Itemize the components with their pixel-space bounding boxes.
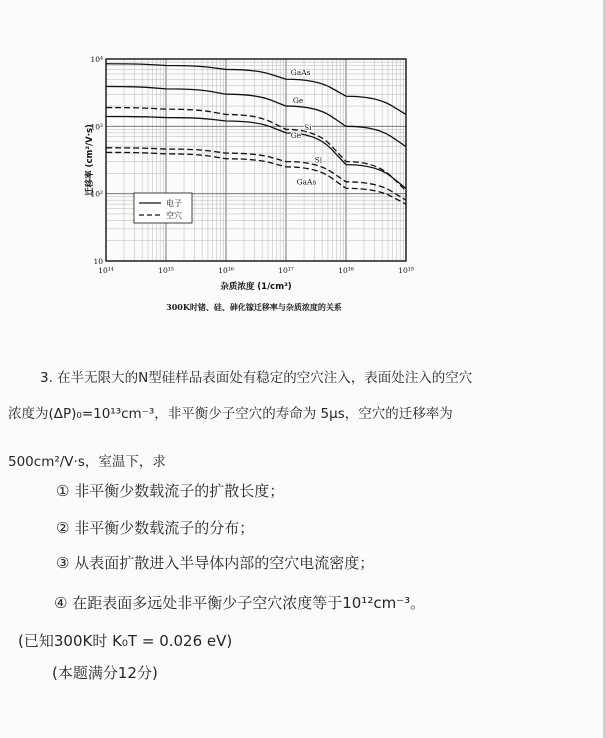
series-line-ge-hole: [106, 108, 406, 191]
y-tick-label: 10³: [90, 122, 103, 132]
plot-frame: [106, 59, 406, 261]
legend-label: 空穴: [166, 211, 182, 220]
given-note: (已知300K时 K₀T = 0.026 eV): [18, 632, 233, 650]
x-tick-label: 10¹⁹: [398, 266, 414, 275]
x-axis-label: 杂质浓度 (1/cm³): [220, 282, 292, 292]
y-axis-label: 迁移率 (cm²/V·s): [85, 124, 95, 196]
x-tick-label: 10¹⁷: [278, 266, 294, 275]
figure-caption: 300K时锗、硅、砷化镓迁移率与杂质浓度的关系: [166, 302, 342, 312]
mobility-chart: [84, 50, 424, 300]
legend-box: [134, 193, 192, 223]
problem-line-1: 3. 在半无限大的N型硅样品表面处有稳定的空穴注入，表面处注入的空穴: [40, 370, 473, 386]
legend-label: 电子: [166, 199, 182, 208]
gaas-hole-label: GaAs: [296, 177, 317, 187]
problem-item-4: ④ 在距表面多远处非平衡少子空穴浓度等于10¹²cm⁻³。: [54, 594, 426, 612]
series-line-gaas-electron: [106, 64, 406, 115]
score-note: (本题满分12分): [52, 664, 158, 682]
x-tick-label: 10¹⁵: [158, 266, 174, 275]
mobility-figure: [84, 50, 424, 320]
si-hole-label: Si: [314, 155, 323, 165]
si-electron-label: Si: [304, 122, 312, 132]
x-tick-label: 10¹⁸: [338, 266, 354, 275]
problem-line-2: 浓度为(ΔP)₀=10¹³cm⁻³，非平衡少子空穴的寿命为 5μs，空穴的迁移率为: [8, 406, 453, 422]
y-tick-label: 10²: [90, 189, 103, 199]
y-tick-label: 10⁴: [90, 55, 103, 64]
x-tick-label: 10¹⁶: [218, 266, 234, 275]
ge-electron-label: Ge: [292, 96, 304, 106]
legend: [134, 193, 192, 223]
x-tick-label: 10¹⁴: [98, 266, 114, 275]
series-line-si-hole: [106, 148, 406, 200]
y-tick-label: 10: [93, 257, 103, 266]
problem-item-2: ② 非平衡少数载流子的分布；: [56, 519, 255, 537]
ge-hole-label: Ge: [290, 131, 302, 141]
problem-item-3: ③ 从表面扩散进入半导体内部的空穴电流密度；: [56, 554, 375, 572]
problem-line-3: 500cm²/V·s，室温下，求: [8, 454, 166, 470]
gaas-electron-label: GaAs: [290, 68, 311, 78]
problem-item-1: ① 非平衡少数载流子的扩散长度；: [56, 482, 285, 500]
